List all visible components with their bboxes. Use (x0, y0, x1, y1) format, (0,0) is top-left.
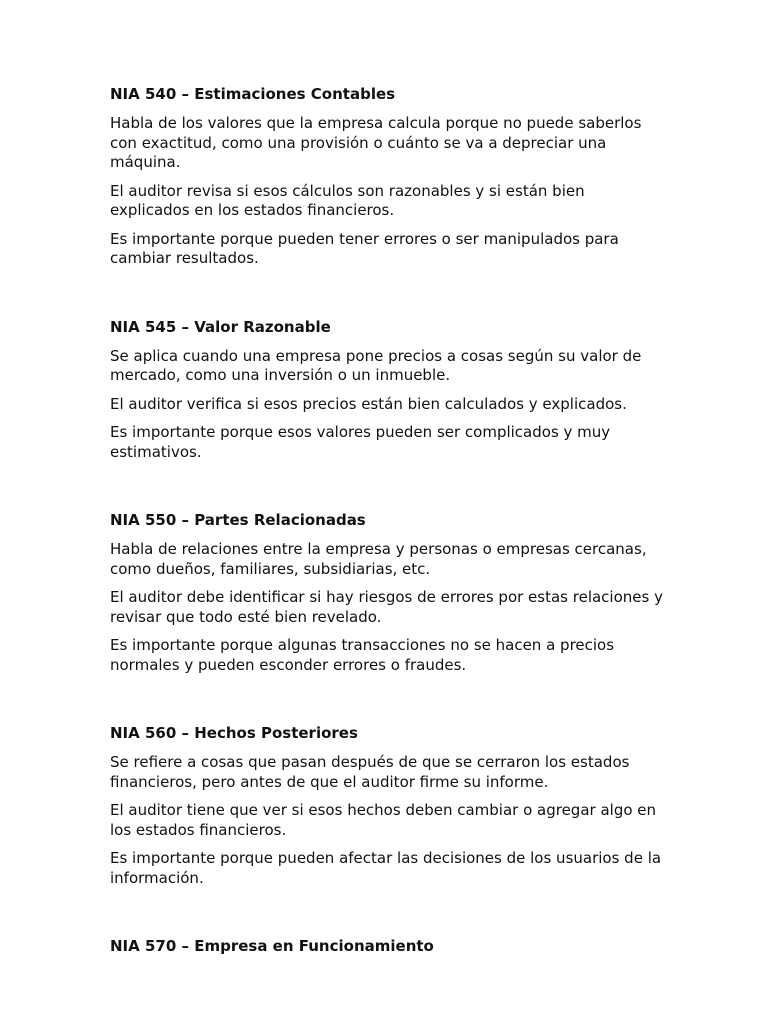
paragraph: Habla de relaciones entre la empresa y personas o empresas cercanas, como dueños, familiares, subsidiarias, etc. (110, 540, 647, 578)
section-heading: NIA 560 – Hechos Posteriores (110, 724, 358, 742)
paragraph: El auditor debe identificar si hay riesgos de errores por estas relaciones y revisar que todo esté bien revelado. (110, 588, 663, 626)
paragraph: Habla de los valores que la empresa calcula porque no puede saberlos con exactitud, como una provisión o cuánto se va a depreciar una máquina. (110, 114, 642, 171)
section-nia-570 (110, 936, 668, 956)
section-heading: NIA 545 – Valor Razonable (110, 317, 331, 336)
paragraph: El auditor revisa si esos cálculos son razonables y si están bien explicados en los estados financieros. (110, 181, 585, 219)
section-nia-560 (110, 723, 668, 888)
paragraph: Es importante porque pueden afectar las decisiones de los usuarios de la información. (110, 849, 662, 887)
paragraph: Es importante porque esos valores pueden ser complicados y muy estimativos. (110, 423, 611, 461)
paragraph: Es importante porque algunas transacciones no se hacen a precios normales y pueden esconder errores o fraudes. (110, 636, 615, 674)
paragraph: El auditor verifica si esos precios están bien calculados y explicados. (110, 394, 627, 413)
section-heading: NIA 570 – Empresa en Funcionamiento (110, 937, 434, 955)
paragraph: El auditor tiene que ver si esos hechos deben cambiar o agregar algo en los estados financieros. (110, 801, 657, 839)
paragraph: Se aplica cuando una empresa pone precios a cosas según su valor de mercado, como una inversión o un inmueble. (110, 346, 642, 384)
paragraph: Se refiere a cosas que pasan después de que se cerraron los estados financieros, pero antes de que el auditor firme su informe. (110, 753, 630, 791)
section-heading: NIA 550 – Partes Relacionadas (110, 511, 366, 529)
section-nia-540 (110, 84, 668, 269)
section-nia-550 (110, 510, 668, 675)
paragraph: Es importante porque pueden tener errores o ser manipulados para cambiar resultados. (110, 229, 619, 267)
section-heading: NIA 540 – Estimaciones Contables (110, 85, 396, 103)
section-nia-545 (110, 317, 668, 463)
